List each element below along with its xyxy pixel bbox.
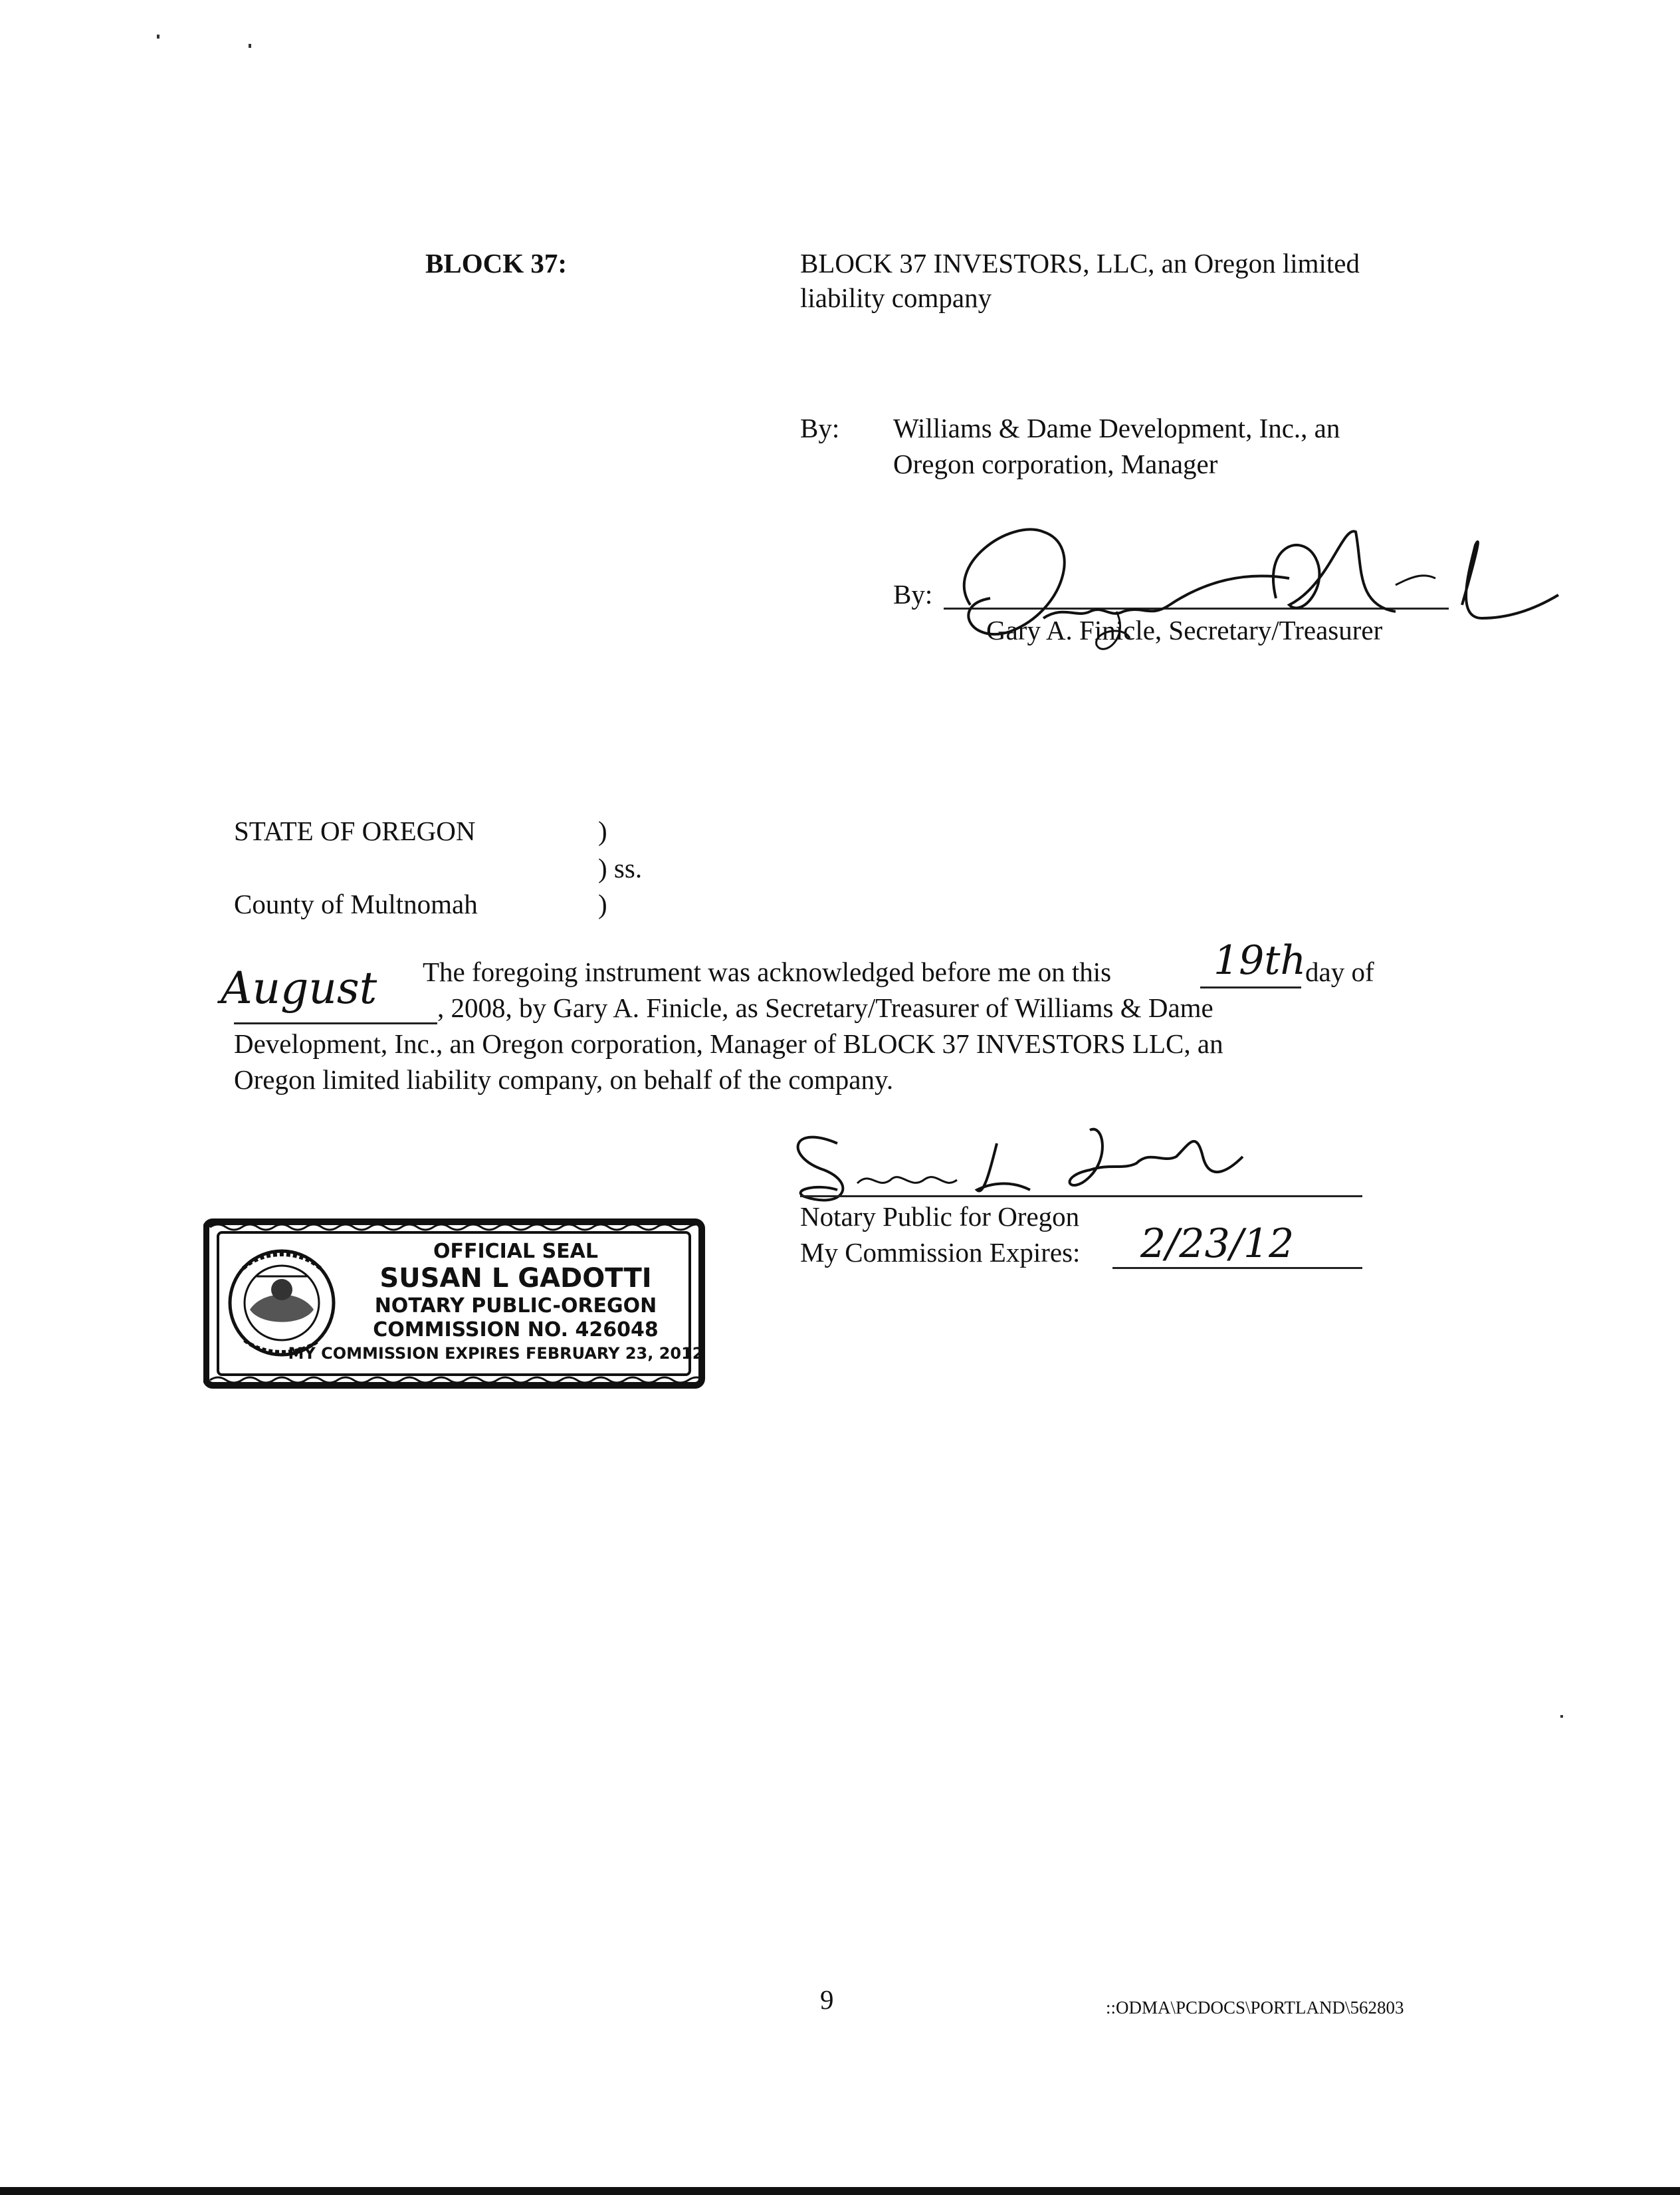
notary-signature-line [800,1195,1362,1197]
expires-handwritten: 2/23/12 [1140,1220,1295,1267]
scan-bottom-edge [0,2187,1680,2195]
page-number: 9 [820,1984,834,2015]
commission-expires-label: My Commission Expires: [800,1237,1081,1268]
expires-blank [1112,1267,1362,1269]
scan-speck [157,35,159,39]
seal-line5: MY COMMISSION EXPIRES FEBRUARY 23, 2012 [288,1344,704,1363]
seal-line4: COMMISSION NO. 426048 [373,1318,659,1341]
company-name-line1: BLOCK 37 INVESTORS, LLC, an Oregon limited [800,248,1360,279]
document-reference: ::ODMA\PCDOCS\PORTLAND\562803 [1106,1998,1404,2018]
venue-state: STATE OF OREGON [234,816,476,846]
signer-name-title: Gary A. Finicle, Secretary/Treasurer [986,615,1383,645]
ack-line4: Oregon limited liability company, on behalf of the company. [234,1064,894,1095]
seal-line2: SUSAN L GADOTTI [379,1263,652,1294]
finicle-signature [930,505,1568,678]
month-blank [234,1022,437,1024]
ack-line2: , 2008, by Gary A. Finicle, as Secretary/Treasurer of Williams & Dame [437,992,1213,1023]
ack-line1-end: day of [1305,957,1374,987]
day-blank [1200,986,1301,988]
month-handwritten: August [221,963,377,1014]
company-name-line2: liability company [800,283,992,313]
day-handwritten: 19th [1213,937,1307,984]
venue-county: County of Multnomah [234,889,478,919]
ack-line3: Development, Inc., an Oregon corporation, Manager of BLOCK 37 INVESTORS LLC, an [234,1028,1223,1059]
official-seal-stamp [203,1216,706,1391]
seal-line3: NOTARY PUBLIC-OREGON [374,1294,657,1318]
seal-line1: OFFICIAL SEAL [433,1240,599,1263]
venue-paren-1: ) [598,816,607,846]
scan-speck [249,44,251,48]
manager-line1: Williams & Dame Development, Inc., an [893,413,1340,443]
manager-by-label: By: [800,413,840,443]
ack-line1: The foregoing instrument was acknowledged before me on this [423,957,1112,987]
venue-ss: ) ss. [598,853,643,883]
state-seal-emblem [230,1251,334,1355]
venue-paren-3: ) [598,889,607,919]
notary-title: Notary Public for Oregon [800,1201,1080,1232]
manager-line2: Oregon corporation, Manager [893,449,1218,479]
signature-by-label: By: [893,579,933,610]
scan-speck [1560,1715,1563,1718]
block-label: BLOCK 37: [425,248,567,279]
